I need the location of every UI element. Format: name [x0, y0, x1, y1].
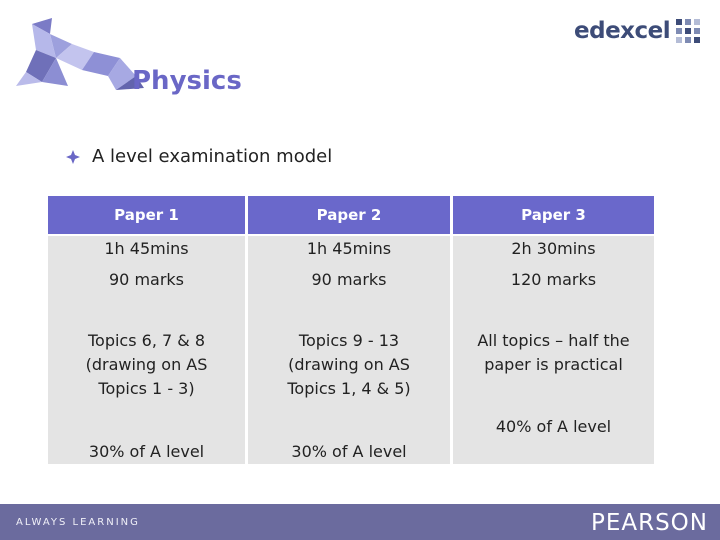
- brand-name: edexcel: [574, 18, 671, 44]
- paper-2-marks: 90 marks: [311, 270, 387, 289]
- paper-3-marks: 120 marks: [510, 270, 597, 289]
- paper-2-duration: 1h 45mins: [306, 239, 392, 258]
- paper-1-topics: Topics 6, 7 & 8 (drawing on AS Topics 1 - 3): [85, 331, 208, 398]
- paper-1-marks: 90 marks: [109, 270, 185, 289]
- paper-3-header: Paper 3: [453, 196, 654, 236]
- paper-1-header: Paper 1: [48, 196, 245, 236]
- paper-1-weight: 30% of A level: [88, 442, 205, 461]
- paper-3-topics: All topics – half the paper is practical: [477, 331, 630, 374]
- paper-2-topics: Topics 9 - 13 (drawing on AS Topics 1, 4 & 5): [287, 331, 411, 398]
- footer-bar: [0, 504, 720, 540]
- origami-fox-icon: [12, 14, 152, 100]
- page-title: Physics: [132, 66, 242, 96]
- paper-2-column: [245, 196, 450, 464]
- paper-2-weight: 30% of A level: [291, 442, 407, 461]
- section-heading-text: A level examination model: [92, 146, 333, 167]
- paper-1-column: [48, 196, 245, 464]
- paper-3-weight: 40% of A level: [495, 417, 612, 436]
- section-heading: [66, 146, 332, 167]
- dot-grid-icon: [676, 19, 700, 43]
- exam-table: [48, 196, 654, 464]
- edexcel-logo: [574, 18, 700, 44]
- paper-3-duration: 2h 30mins: [511, 239, 596, 258]
- paper-1-duration: 1h 45mins: [104, 239, 189, 258]
- paper-3-column: [450, 196, 654, 464]
- pearson-logo: PEARSON: [590, 510, 708, 536]
- paper-2-header: Paper 2: [248, 196, 450, 236]
- diamond-bullet-icon: [66, 150, 80, 164]
- footer-tagline: ALWAYS LEARNING: [16, 517, 140, 528]
